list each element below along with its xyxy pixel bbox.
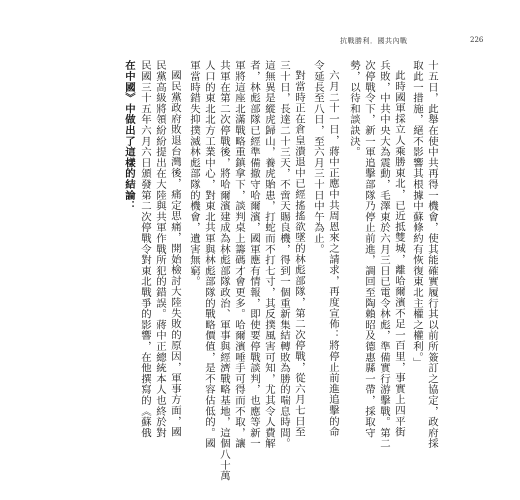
text-column: 者，林彪部隊已經準備撤守哈爾濱，國軍應有情報，即使要停戰談判，也應等新一 xyxy=(248,60,260,449)
text-column: 此時國軍採立人乘勝東北，已近抵雙城，離哈爾濱不足一百里，事實上四平街 xyxy=(393,70,405,438)
text-column: 民國三十五年六月六日頒發第二次停戰令對東北戰爭的影響，在他撰寫的《蘇俄 xyxy=(139,60,151,438)
text-column: 這無異是縱虎歸山，養虎貽患，打蛇而不打七寸，其反撲風害可知，尤其令人費解 xyxy=(263,60,275,449)
text-column: 六月二十一日，蔣中正應中共周恩來之請求，再度宣佈：將停止前進追擊的命 xyxy=(327,70,339,438)
text-column: 取此一措施，絕不影響其根據中蘇條約有恢復東北主權之權利。」 xyxy=(411,60,423,368)
text-column: 人口的東北北方工業中心，對東北共軍與林彪部隊的戰略價值，是不容估低的。國 xyxy=(203,60,215,449)
text-column: 軍將這座北滿戰略重鎮拿下，談判桌上籌碼才會更多。哈爾濱唾手可得而不取，讓 xyxy=(233,60,245,449)
text-column: 令延長至八日，至六月三十日中午為止。 xyxy=(312,60,324,255)
text-column: 三十日，長達二十三天，不啻天賜良機，得到一個重新集結轉敗為勝的喘息時間。 xyxy=(278,60,290,449)
text-column: 軍當時錯失抑撲滅林彪部隊的機會，遺害無窮。 xyxy=(188,60,200,287)
running-head: 抗戰勝利．國共內戰 xyxy=(340,37,408,45)
text-column: 兵敗，中共中央大為震動，毛澤東於六月三日已電令林彪，準備實行游擊戰。第二 xyxy=(378,60,390,449)
text-column: 勢，以待和談訣決。 xyxy=(348,60,360,158)
text-column: 共軍在第二次停戰後，將哈爾濱建成為林彪部隊政治、軍事與經濟戰略基地，這個八十萬 xyxy=(218,60,230,482)
text-column: 國民黨政府敗退台灣後，痛定思痛，開始檢討大陸失敗的原因，軍事方面，國 xyxy=(169,70,181,438)
text-column: 次停戰令下，新一軍追擊部隊乃停止前進，調回至陶賴昭及德惠縣一帶，採取守 xyxy=(363,60,375,438)
page-number: 226 xyxy=(470,36,484,44)
text-column: 在中國》中做出了這樣的結論： xyxy=(123,60,135,212)
text-column: 對當時正在倉皇潰退中已經搖搖欲墜的林彪部隊，第二次停戰，從六月七日至 xyxy=(293,70,305,438)
text-column: 民黨高級將領紛紛提出在大陸與共軍作戰所犯的錯誤。蔣中正總統本人也終於對 xyxy=(154,60,166,438)
text-column: 十五日，此舉在使中共再得一機會，使其能確實履行其以前所簽訂之協定，政府採 xyxy=(426,60,438,449)
